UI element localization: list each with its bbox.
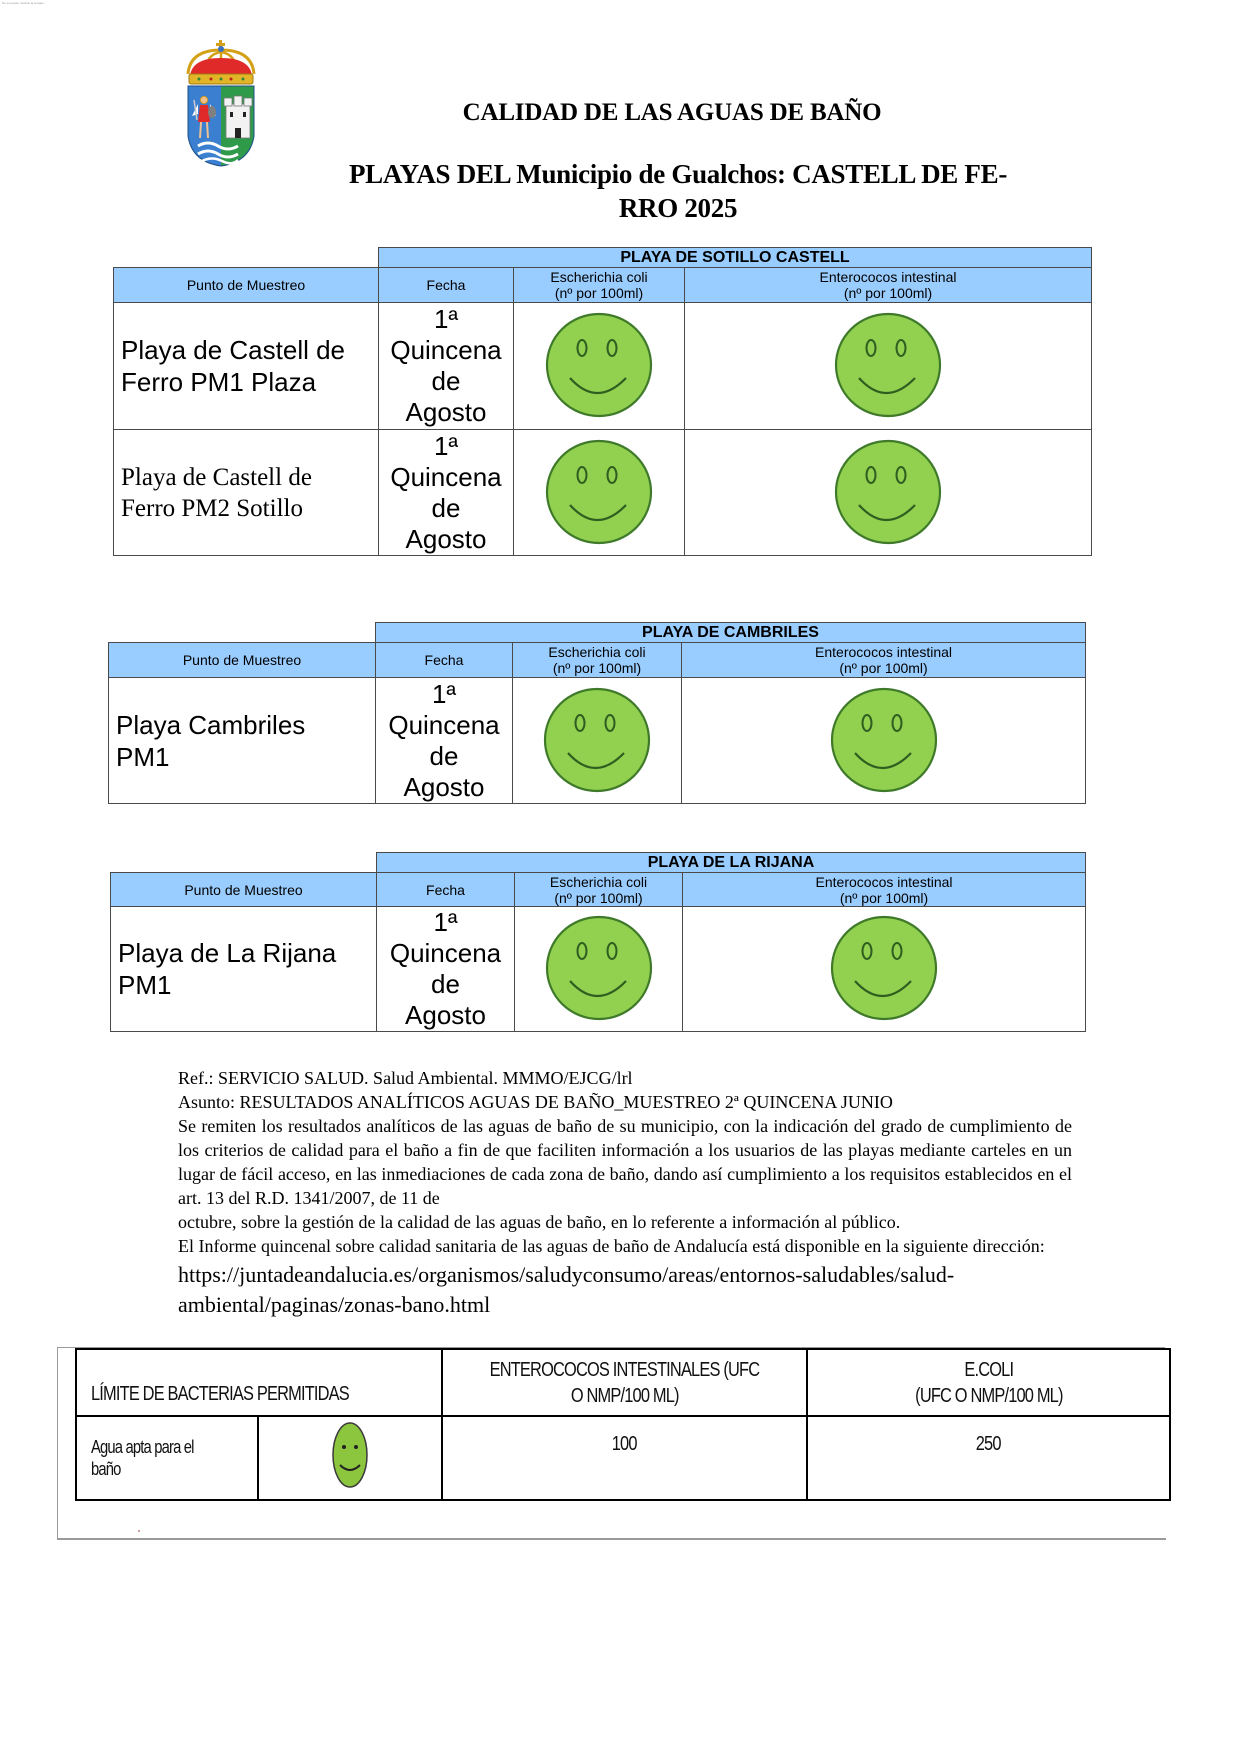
ecoli-header-line-1: E.COLI — [964, 1358, 1013, 1381]
entero-unit: (nº por 100ml) — [843, 285, 933, 301]
small-smiley-good-icon — [330, 1421, 370, 1489]
table-row — [76, 1416, 1170, 1500]
coat-of-arms-icon — [184, 40, 258, 168]
blank-corner — [114, 248, 379, 268]
table-row — [111, 907, 1086, 1032]
smiley-good-icon — [544, 312, 654, 420]
subtitle-line-1: PLAYAS DEL Municipio de Gualchos: CASTELL DE FE- — [348, 159, 1008, 189]
smiley-good-icon — [829, 687, 939, 795]
col-header-point: Punto de Muestreo — [109, 643, 376, 678]
entero-label: Enterococos intestinal — [815, 873, 953, 890]
date-de: de — [431, 366, 461, 396]
blank-corner — [109, 623, 376, 643]
smiley-good-icon — [829, 915, 939, 1023]
entero-label: Enterococos intestinal — [815, 644, 952, 660]
blank-corner — [111, 853, 377, 873]
col-header-entero — [683, 873, 1086, 907]
table-row — [114, 303, 1092, 430]
sample-point — [114, 303, 379, 430]
beach-title: PLAYA DE SOTILLO CASTELL — [379, 248, 1092, 268]
row-label-line-2: baño — [91, 1459, 121, 1479]
limits-header-text: LÍMITE DE BACTERIAS PERMITIDAS — [91, 1383, 349, 1405]
entero-result — [685, 303, 1092, 430]
notice-ref: Ref.: SERVICIO SALUD. Salud Ambiental. MMMO/EJCG/lrl — [178, 1068, 633, 1088]
date-ordinal: 1ª — [433, 304, 459, 334]
smiley-good-icon — [544, 915, 654, 1023]
notice-paragraph-1a: Se remiten los resultados analíticos de las aguas de baño de su municipio, con la indicación del grado de cumplimiento de los criterios de calidad para el baño a fin de que faciliten información a los usuarios de las playas mediante carteles en un lugar de fácil acceso, en las inmediaciones de cada zona de baño, dando así cumplimiento a los requisitos establecidos en el art. 13 del R.D. 1341/2007, de 11 de — [178, 1116, 1072, 1208]
ecoli-header-line-2: (UFC O NMP/100 ML) — [914, 1384, 1063, 1407]
page-title: CALIDAD DE LAS AGUAS DE BAÑO — [462, 99, 882, 126]
date-ordinal: 1ª — [433, 430, 459, 461]
coat-of-arms-logo — [184, 40, 258, 168]
entero-result — [685, 430, 1092, 556]
limits-row-icon — [258, 1416, 442, 1500]
sample-point — [114, 430, 379, 556]
date-month: Agosto — [405, 523, 487, 554]
date-month: Agosto — [405, 1000, 486, 1030]
date-ordinal: 1ª — [433, 907, 458, 937]
ecoli-label: Escherichia coli — [550, 269, 648, 285]
entero-label: Enterococos intestinal — [819, 269, 957, 285]
subtitle-line-2: RRO 2025 — [618, 193, 738, 223]
entero-limit-value — [442, 1416, 807, 1500]
notice-paragraph-1b: octubre, sobre la gestión de la calidad de las aguas de baño, en lo referente a información al público. — [178, 1212, 901, 1232]
col-header-date: Fecha — [379, 268, 514, 303]
col-header-ecoli — [514, 268, 685, 303]
ecoli-unit: (nº por 100ml) — [554, 889, 643, 906]
sample-date — [379, 303, 514, 430]
sample-date — [379, 430, 514, 556]
stray-mark — [138, 1530, 140, 1532]
col-header-point: Punto de Muestreo — [114, 268, 379, 303]
limits-header-ecoli — [807, 1349, 1170, 1416]
date-de: de — [431, 969, 460, 999]
sample-date — [377, 907, 515, 1032]
entero-header-line-2: O NMP/100 ML) — [570, 1384, 679, 1407]
smiley-good-icon — [542, 687, 652, 795]
beach-title: PLAYA DE CAMBRILES — [376, 623, 1086, 643]
point-line-1: Playa de La Rijana — [118, 938, 337, 968]
bacteria-limits-table — [75, 1348, 1171, 1501]
smiley-good-icon — [833, 439, 943, 547]
entero-limit-text: 100 — [612, 1433, 637, 1455]
ecoli-result — [514, 303, 685, 430]
beach-table-la-rijana — [110, 852, 1086, 1032]
sample-date — [376, 678, 513, 804]
table-row — [109, 678, 1086, 804]
ecoli-unit: (nº por 100ml) — [554, 285, 644, 301]
page-subtitle — [290, 157, 1066, 225]
point-line-1: Playa de Castell de — [121, 463, 312, 491]
col-header-ecoli — [513, 643, 682, 678]
date-quincena: Quincena — [389, 938, 502, 968]
point-line-2: PM1 — [118, 970, 172, 1000]
notice-paragraph-2: El Informe quincenal sobre calidad sanitaria de las aguas de baño de Andalucía está disponible en la siguiente dirección: — [178, 1236, 1045, 1256]
limits-header-entero — [442, 1349, 807, 1416]
col-header-entero — [685, 268, 1092, 303]
limits-header-label — [76, 1349, 442, 1416]
date-quincena: Quincena — [388, 709, 500, 740]
point-line-1: Playa Cambriles — [116, 709, 306, 740]
entero-unit: (nº por 100ml) — [839, 660, 928, 676]
ecoli-result — [514, 430, 685, 556]
point-line-2: PM1 — [116, 741, 170, 772]
date-month: Agosto — [403, 771, 485, 802]
ecoli-unit: (nº por 100ml) — [552, 660, 642, 676]
point-line-1: Playa de Castell de — [121, 335, 346, 365]
beach-table-sotillo-castell — [113, 247, 1092, 556]
date-de: de — [429, 740, 459, 771]
entero-result — [682, 678, 1086, 804]
ecoli-result — [513, 678, 682, 804]
point-line-2: Ferro PM2 Sotillo — [121, 494, 303, 522]
entero-result — [683, 907, 1086, 1032]
col-header-point: Punto de Muestreo — [111, 873, 377, 907]
table-row — [114, 430, 1092, 556]
date-quincena: Quincena — [390, 461, 502, 492]
date-quincena: Quincena — [390, 335, 502, 365]
ecoli-result — [515, 907, 683, 1032]
entero-header-line-1: ENTEROCOCOS INTESTINALES (UFC — [489, 1358, 760, 1381]
col-header-date: Fecha — [377, 873, 515, 907]
ecoli-limit-value — [807, 1416, 1170, 1500]
col-header-date: Fecha — [376, 643, 513, 678]
date-ordinal: 1ª — [431, 678, 457, 709]
limits-row-label — [76, 1416, 258, 1500]
col-header-ecoli — [515, 873, 683, 907]
ecoli-label: Escherichia coli — [548, 644, 646, 660]
broken-image-note: No se puede mostrar la imagen. — [2, 1, 45, 5]
sample-point — [111, 907, 377, 1032]
sample-point — [109, 678, 376, 804]
notice-text — [178, 1066, 1072, 1320]
beach-title: PLAYA DE LA RIJANA — [377, 853, 1086, 873]
smiley-good-icon — [833, 312, 943, 420]
entero-unit: (nº por 100ml) — [839, 889, 929, 906]
col-header-entero — [682, 643, 1086, 678]
smiley-good-icon — [544, 439, 654, 547]
date-month: Agosto — [405, 397, 487, 427]
report-url-link[interactable]: https://juntadeandalucia.es/organismos/saludyconsumo/areas/entornos-saludables/salud-ambiental/paginas/zonas-bano.html — [178, 1262, 955, 1317]
point-line-2: Ferro PM1 Plaza — [121, 367, 317, 397]
ecoli-label: Escherichia coli — [549, 873, 648, 890]
ecoli-limit-text: 250 — [976, 1433, 1001, 1455]
row-label-line-1: Agua apta para el — [91, 1437, 194, 1457]
date-de: de — [431, 492, 461, 523]
notice-subject: Asunto: RESULTADOS ANALÍTICOS AGUAS DE BAÑO_MUESTREO 2ª QUINCENA JUNIO — [178, 1092, 893, 1112]
beach-table-cambriles — [108, 622, 1086, 804]
